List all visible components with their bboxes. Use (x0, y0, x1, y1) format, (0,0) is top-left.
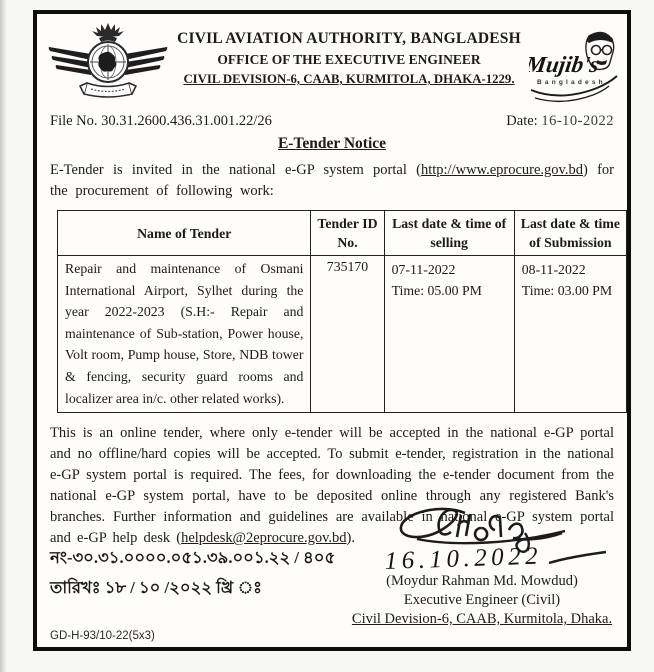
letterhead-text (169, 20, 529, 87)
signatory-office: Civil Devision-6, CAAB, Kurmitola, Dhaka. (351, 611, 613, 627)
file-number: File No. 30.31.2600.436.31.001.22/26 (50, 113, 272, 129)
submission-date: 08-11-2022 (521, 262, 586, 277)
helpdesk-email-link[interactable]: helpdesk@2eprocure.gov.bd (181, 530, 347, 547)
selling-date: 07-11-2022 (391, 262, 456, 277)
selling-time: Time: 05.00 PM (391, 283, 482, 298)
notice-title: E-Tender Notice (277, 135, 387, 152)
table-header-row (58, 211, 627, 256)
conditions-text: This is an online tender, where only e-tender will be accepted in the national e-GP portal and no offline/hard copies will be accepted. To submit e-tender, registration in the national e-GP system portal is required. The fees, for downloading the e-tender document from the national e-GP system portal, have to be deposited online through any registered Bank's branches. Further information and guidelines are available in national e-GP system portal and e-GP help desk ( (50, 425, 614, 547)
intro-text-before: E-Tender is invited in the national e-GP system portal ( (50, 162, 421, 178)
handwritten-date: 16.10.2022 (384, 542, 543, 575)
tender-id-cell: 735170 (311, 256, 384, 413)
file-date-row (37, 113, 627, 130)
col-header-tender-id: Tender ID No. (311, 211, 384, 256)
date-line (506, 113, 614, 130)
conditions-text-end: ). (346, 530, 355, 547)
col-header-submission: Last date & time of Submission (514, 211, 626, 256)
tender-name-cell: Repair and maintenance of Osmani International Airport, Sylhet during the year 2022-2023 (S.H:- Repair and maintenance of Sub-station, Power house, Volt room, Pump house, Store, NDB tower & fencing, security guard rooms and localizer area in/c. other related works). (58, 256, 311, 413)
footer-region (37, 505, 627, 647)
selling-date-cell (384, 256, 514, 413)
org-name: CIVIL AVIATION AUTHORITY, BANGLADESH (177, 30, 521, 47)
memo-date: তারিখঃ ১৮ / ১০ /২০২২ খ্রি ঃ (50, 578, 262, 597)
intro-paragraph (37, 160, 627, 202)
mujibs-wordmark: Mujib's (529, 51, 601, 77)
memo-number: নং-৩০.৩১.০০০০.০৫১.৩৯.০০১.২২ / ৪০৫ (50, 548, 336, 567)
signature-icon (357, 505, 607, 577)
caab-wings-globe-icon (47, 20, 169, 104)
submission-date-cell (514, 256, 626, 413)
signatory-designation: Executive Engineer (Civil) (403, 592, 561, 608)
intro-text-after: ) for the procurement of following work: (50, 162, 614, 199)
col-header-selling: Last date & time of selling (384, 211, 514, 256)
submission-time: Time: 03.00 PM (521, 283, 613, 298)
letterhead (37, 14, 627, 113)
notice-document (33, 10, 631, 651)
date-label: Date: (506, 113, 538, 129)
mujib-portrait-icon (529, 28, 621, 108)
eprocure-portal-link[interactable]: http://www.eprocure.gov.bd (420, 162, 583, 178)
bengali-memo-block (50, 543, 335, 603)
mujibs-bangladesh-logo (529, 20, 621, 113)
col-header-name: Name of Tender (58, 211, 311, 256)
date-value: 16-10-2022 (541, 113, 614, 129)
bangladesh-wordmark: Bangladesh (537, 79, 606, 86)
caab-emblem-logo (47, 20, 169, 109)
office-name: OFFICE OF THE EXECUTIVE ENGINEER (217, 52, 481, 67)
signature-block (351, 505, 613, 628)
scan-edge-shadow (0, 0, 7, 672)
tender-table (57, 210, 627, 413)
print-code: GD-H-93/10-22(5x3) (50, 630, 155, 642)
table-row (58, 256, 627, 413)
signatory-name: (Moydur Rahman Md. Mowdud) (386, 573, 578, 589)
division-address: CIVIL DEVISION-6, CAAB, KURMITOLA, DHAKA-1229. (183, 72, 515, 86)
